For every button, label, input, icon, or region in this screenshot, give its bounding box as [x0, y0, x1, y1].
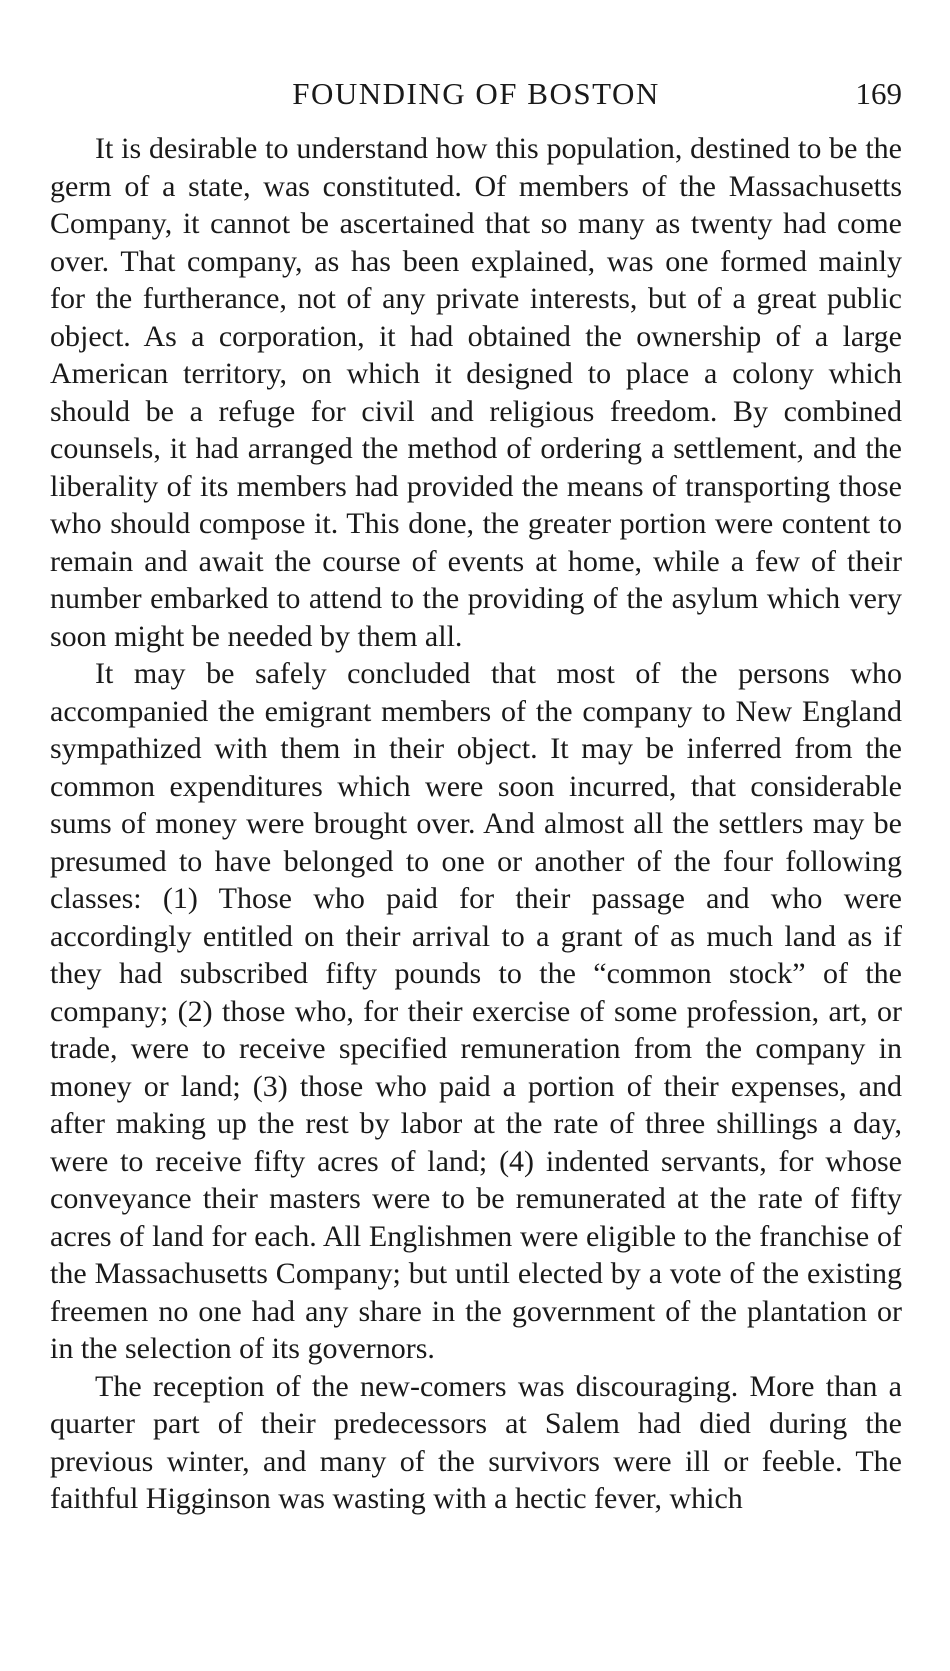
book-page [50, 72, 902, 1518]
paragraph-reception: The reception of the new-comers was discouraging. More than a quarter part of their predecessors at Salem had died during the previous winter, and many of the survivors were ill or feeble. The faithful Higginson was wasting with a hectic fever, which [50, 1369, 902, 1515]
chapter-title: FOUNDING OF BOSTON [292, 76, 660, 111]
paragraph-settler-classes: It may be safely concluded that most of the persons who accompanied the emigrant members of the company to New England sympathized with them in their object. It may be inferred from the common expenditures which were soon incurred, that considerable sums of money were brought over. And almost all the settlers may be presumed to have belonged to one or another of the four following classes: (1) Those who paid for their passage and who were accordingly entitled on their arrival to a grant of as much land as if they had subscribed fifty pounds to the “common stock” of the company; (2) those who, for their exercise of some profession, art, or trade, were to receive specified remuneration from the company in money or land; (3) those who paid a portion of their expenses, and after making up the rest by labor at the rate of three shillings a day, were to receive fifty acres of land; (4) indented servants, for whose conveyance their masters were to be remunerated at the rate of fifty acres of land for each. All Englishmen were eligible to the franchise of the Massachusetts Company; but until elected by a vote of the existing freemen no one had any share in the government of the plantation or in the selection of its governors. [50, 657, 902, 1365]
page-number: 169 [855, 76, 902, 111]
paragraph-population: It is desirable to understand how this population, destined to be the germ of a state, was constituted. Of members of the Massachusetts Company, it cannot be ascertained that so many as twenty had come over. That company, as has been explained, was one formed mainly for the furtherance, not of any private interests, but of a great public object. As a corporation, it had obtained the ownership of a large American territory, on which it designed to place a colony which should be a refuge for civil and religious freedom. By combined counsels, it had arranged the method of ordering a settlement, and the liberality of its members had provided the means of transporting those who should compose it. This done, the greater portion were content to remain and await the course of events at home, while a few of their number embarked to attend to the providing of the asylum which very soon might be needed by them all. [50, 132, 902, 653]
running-head [50, 72, 902, 116]
